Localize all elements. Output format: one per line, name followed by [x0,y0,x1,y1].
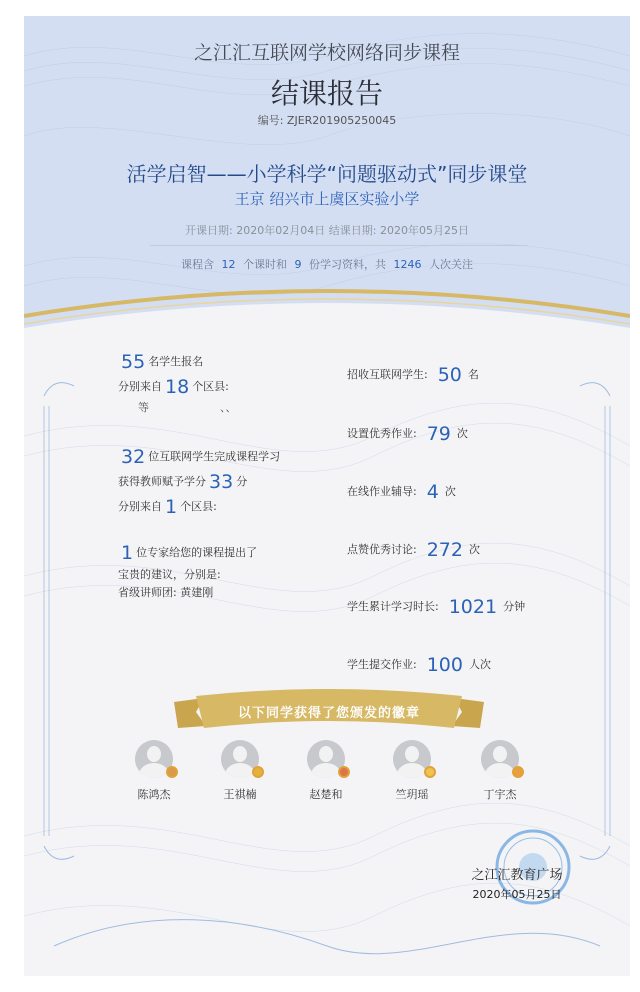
lesson-count: 12 [221,258,236,271]
material-unit: 份学习资料，共 [309,258,386,271]
districts-unit: 个区县: [192,380,229,393]
right-stat-unit: 名 [467,368,479,381]
districts-list: 等 [138,401,149,414]
teacher-info: 王京 绍兴市上虞区实验小学 [234,190,420,208]
right-stat-label: 设置优秀作业: [347,427,417,440]
right-stat-label: 招收互联网学生: [347,368,428,381]
stat-credits [118,473,247,492]
registered-label: 名学生报名 [148,355,204,368]
right-stat-label: 学生累计学习时长: [347,600,439,613]
right-stat-row [347,425,468,444]
right-stat-unit: 次 [444,485,456,498]
stat-districts [118,378,229,397]
summary-prefix: 课程含 [181,258,214,271]
expert-names: 省级讲师团: 黄建刚 [118,586,214,599]
end-date-label: 结课日期: [328,224,377,237]
right-stat-row [347,541,480,560]
doc-title: 结课报告 [270,77,383,110]
org-title: 之江汇互联网学校网络同步课程 [193,42,460,64]
districts-separator: 、、 [220,401,237,414]
header-divider [150,245,528,246]
credit-unit: 分 [236,475,248,488]
medal-icon [424,766,436,778]
right-stat-label: 学生提交作业: [347,658,417,671]
student-name: 竺玥瑶 [395,788,429,801]
medal-icon [338,766,350,778]
student-name: 王祺楠 [223,788,257,801]
course-name: 活学启智——小学科学“问题驱动式”同步课堂 [126,162,528,186]
serial-value: ZJER201905250045 [286,114,397,127]
serial-number [24,112,630,128]
right-stat-value: 100 [426,654,463,676]
completed-count: 32 [121,446,146,468]
start-date: 2020年02月04日 [236,224,326,237]
attention-count: 1246 [393,258,422,271]
right-stat-row [347,483,456,502]
experts-label-2: 宝贵的建议，分别是: [118,568,221,581]
stat-registered [118,353,203,372]
right-stat-value: 50 [437,364,462,386]
right-stat-value: 79 [426,423,451,445]
material-count: 9 [294,258,302,271]
end-date: 2020年05月25日 [379,224,469,237]
districts-count: 18 [165,376,190,398]
stat-experts [118,544,257,563]
right-stat-label: 在线作业辅导: [347,485,417,498]
right-stat-value: 4 [426,481,439,503]
right-stat-row [347,366,479,385]
from-label-2: 分别来自 [118,500,162,513]
medal-icon [512,766,524,778]
stat-completed [118,448,280,467]
issue-date: 2020年05月25日 [472,888,562,901]
course-summary [24,256,630,272]
certificate [24,16,630,976]
right-stat-row [347,598,525,617]
ribbon-text: 以下同学获得了您颁发的徽章 [237,706,420,721]
experts-label: 位专家给您的课程提出了 [136,546,258,559]
attention-unit: 人次关注 [429,258,473,271]
registered-count: 55 [121,351,146,373]
serial-label: 编号: [257,114,284,127]
right-stat-value: 272 [426,539,463,561]
lesson-unit: 个课时和 [243,258,287,271]
right-stat-row [347,656,491,675]
credit-count: 33 [209,471,234,493]
medal-icon [166,766,178,778]
right-stat-unit: 人次 [468,658,491,671]
right-stat-label: 点赞优秀讨论: [347,543,417,556]
badge-ribbon [174,688,484,738]
right-stat-unit: 分钟 [503,600,526,613]
stat-districts-2 [118,498,217,517]
medal-icon [252,766,264,778]
completed-label: 位互联网学生完成课程学习 [148,450,281,463]
from-label: 分别来自 [118,380,162,393]
expert-count: 1 [121,542,134,564]
issuer-name: 之江汇教育广场 [471,868,563,883]
right-stat-unit: 次 [456,427,468,440]
student-name: 赵楚和 [309,788,343,801]
credit-label: 获得教师赋予学分 [118,475,206,488]
districts-2-unit: 个区县: [180,500,217,513]
start-date-label: 开课日期: [185,224,233,237]
course-dates [24,222,630,238]
districts-2-count: 1 [165,496,178,518]
student-name: 丁宇杰 [483,788,517,801]
student-name: 陈鸿杰 [137,788,171,801]
right-stat-value: 1021 [448,596,498,618]
right-stat-unit: 次 [468,543,480,556]
